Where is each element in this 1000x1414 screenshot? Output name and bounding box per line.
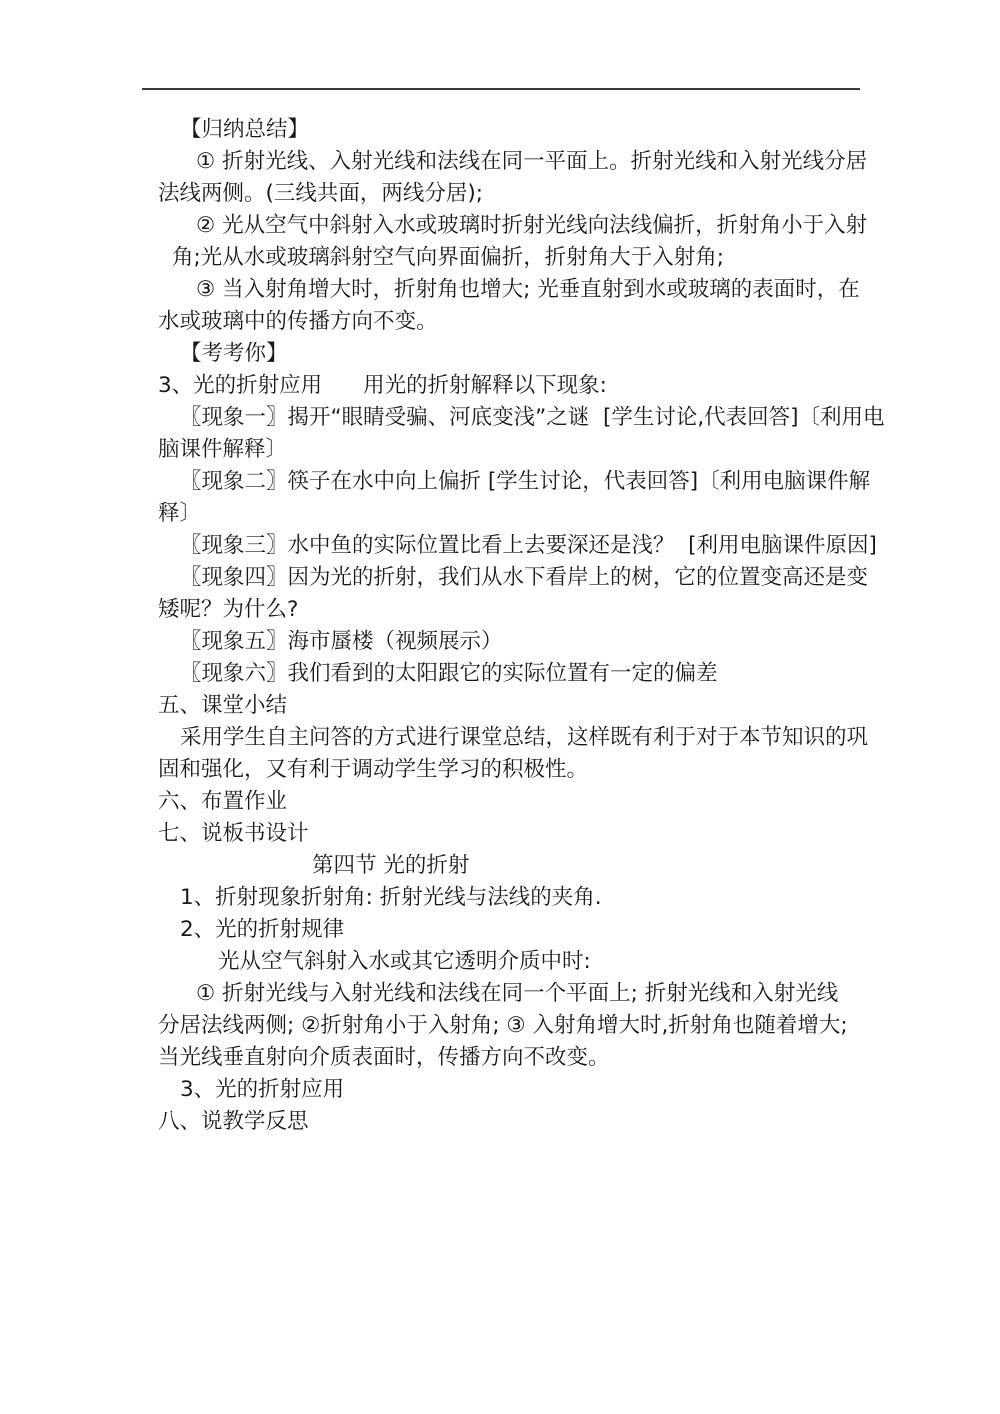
text-line: 2、光的折射规律 bbox=[180, 917, 345, 942]
text-line: 七、说板书设计 bbox=[158, 821, 309, 846]
text-line: 【考考你】 bbox=[180, 341, 288, 366]
text-line: 〖现象六〗我们看到的太阳跟它的实际位置有一定的偏差 bbox=[180, 661, 718, 686]
text-line: 〖现象四〗因为光的折射，我们从水下看岸上的树，它的位置变高还是变 bbox=[180, 565, 869, 590]
text-line: 矮呢？为什么? bbox=[158, 597, 299, 622]
header-divider-rule bbox=[142, 88, 860, 90]
text-line: 〖现象三〗水中鱼的实际位置比看上去要深还是浅？ [利用电脑课件原因] bbox=[180, 533, 877, 558]
text-line: 〖现象一〗揭开“眼睛受骗、河底变浅”之谜 [学生讨论,代表回答]〔利用电 bbox=[180, 405, 885, 430]
text-line: ③ 当入射角增大时，折射角也增大; 光垂直射到水或玻璃的表面时，在 bbox=[196, 277, 860, 302]
text-line: 六、布置作业 bbox=[158, 789, 288, 814]
text-line: 当光线垂直射向介质表面时，传播方向不改变。 bbox=[158, 1045, 610, 1070]
text-line: 〖现象五〗海市蜃楼（视频展示） bbox=[180, 629, 503, 654]
text-line: ① 折射光线与入射光线和法线在同一个平面上; 折射光线和入射光线 bbox=[196, 981, 839, 1006]
text-line: 〖现象二〗筷子在水中向上偏折 [学生讨论，代表回答]〔利用电脑课件解 bbox=[180, 469, 871, 494]
text-line: 固和强化，又有利于调动学生学习的积极性。 bbox=[158, 757, 589, 782]
text-line: 分居法线两侧; ②折射角小于入射角; ③ 入射角增大时,折射角也随着增大; bbox=[158, 1013, 848, 1038]
text-line: 采用学生自主问答的方式进行课堂总结，这样既有利于对于本节知识的巩 bbox=[180, 725, 869, 750]
text-line: ① 折射光线、入射光线和法线在同一平面上。折射光线和入射光线分居 bbox=[196, 149, 868, 174]
text-line: 八、说教学反思 bbox=[158, 1109, 309, 1134]
text-line: ② 光从空气中斜射入水或玻璃时折射光线向法线偏折，折射角小于入射 bbox=[196, 213, 868, 238]
text-line: 五、课堂小结 bbox=[158, 693, 288, 718]
text-line: 3、光的折射应用 用光的折射解释以下现象: bbox=[158, 373, 607, 398]
text-line: 1、折射现象折射角: 折射光线与法线的夹角. bbox=[180, 885, 602, 910]
document-body bbox=[158, 114, 885, 1138]
text-line: 法线两侧。(三线共面，两线分居); bbox=[158, 181, 484, 206]
text-line: 3、光的折射应用 bbox=[180, 1077, 345, 1102]
text-line: 光从空气斜射入水或其它透明介质中时: bbox=[218, 949, 591, 974]
text-line: 水或玻璃中的传播方向不变。 bbox=[158, 309, 438, 334]
text-line: 脑课件解释〕 bbox=[158, 437, 288, 462]
text-line: 【归纳总结】 bbox=[180, 117, 310, 142]
board-design-title: 第四节 光的折射 bbox=[312, 853, 470, 878]
text-line: 释〕 bbox=[158, 501, 202, 526]
text-line: 角;光从水或玻璃斜射空气向界面偏折，折射角大于入射角; bbox=[172, 245, 724, 270]
